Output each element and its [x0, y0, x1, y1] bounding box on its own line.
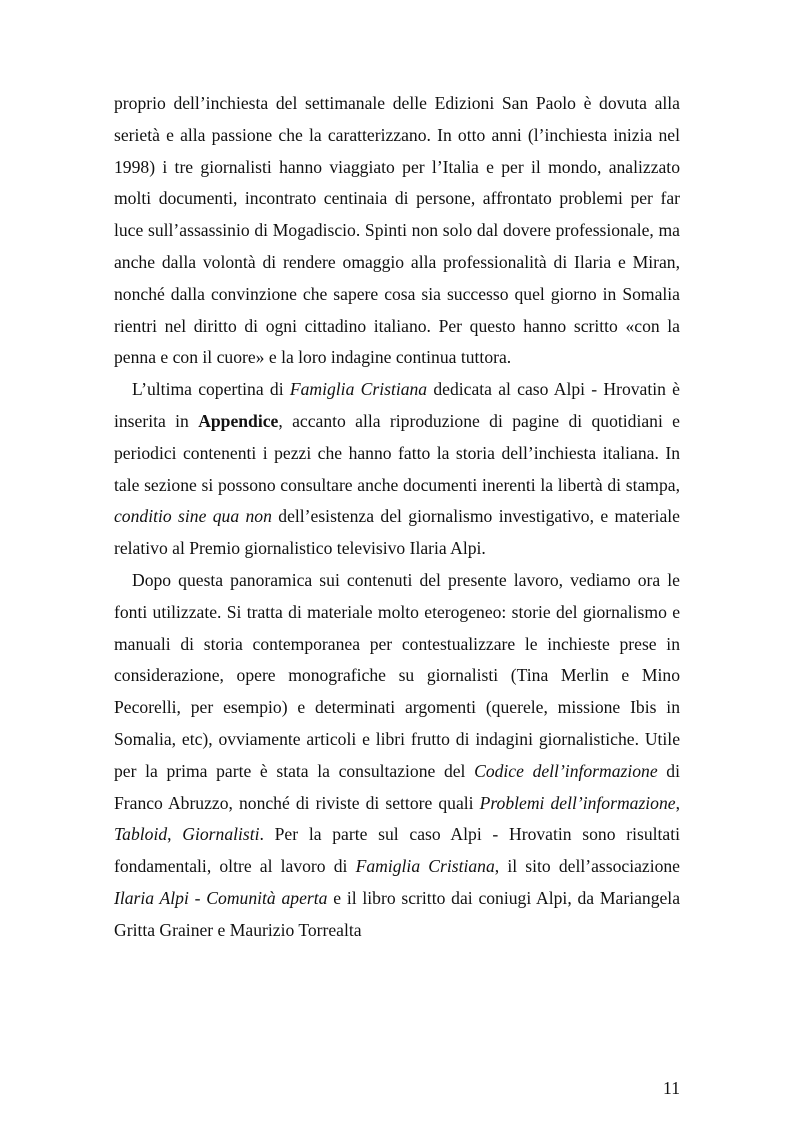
paragraph-2	[114, 374, 680, 565]
paragraph-3-text-6: , il sito dell’associazione	[494, 856, 680, 877]
paragraph-3-text-1: Dopo questa panoramica sui contenuti del presente lavoro, vediamo ora le fonti utilizzate. Si tratta di materiale molto eterogeneo: storie del giornalismo e manuali di storia contemporanea per contestualizzare le inchieste prese in considerazione, opere monografiche su giornalisti (Tina Merlin e Mino Pecorelli, per esempio) e determinati argomenti (querele, missione Ibis in Somalia, etc), ovviamente articoli e libri frutto di indagini giornalistiche. Utile per la prima parte è stata la consultazione del	[114, 569, 680, 781]
paragraph-3-text-2: di Franco Abruzzo, nonché di riviste di settore quali	[114, 760, 680, 813]
italic-problemi-informazione: Problemi dell’informazione	[479, 792, 676, 813]
paragraph-2-text-1: L’ultima copertina di	[132, 379, 290, 400]
paragraph-3-text-4: ,	[167, 824, 183, 845]
paragraph-3-text-7: e il libro scritto dai coniugi Alpi, da Mariangela Gritta Grainer e Maurizio Torrealta	[114, 887, 681, 940]
paragraph-2-text-3: , accanto alla riproduzione di pagine di quotidiani e periodici contenenti i pezzi che hanno fatto la storia dell’inchiesta italiana. In tale sezione si possono consultare anche documenti inerenti la libertà di stampa,	[114, 410, 680, 495]
page-number: 11	[663, 1078, 680, 1098]
paragraph-2-text-2: dedicata al caso Alpi - Hrovatin è inserita in	[114, 379, 680, 431]
italic-tabloid: Tabloid	[114, 824, 168, 845]
document-page	[114, 88, 680, 947]
bold-appendice: Appendice	[198, 410, 279, 431]
italic-giornalisti: Giornalisti	[182, 824, 260, 845]
italic-title-famiglia-cristiana: Famiglia Cristiana	[289, 379, 428, 400]
paragraph-3-text-3: ,	[675, 792, 680, 813]
paragraph-3-text-5: . Per la parte sul caso Alpi - Hrovatin sono risultati fondamentali, oltre al lavoro di	[114, 824, 681, 877]
italic-conditio-sine-qua-non: conditio sine qua non	[114, 506, 272, 527]
paragraph-3	[114, 565, 680, 947]
paragraph-2-text-4: dell’esistenza del giornalismo investigativo, e materiale relativo al Premio giornalistico televisivo Ilaria Alpi.	[114, 506, 680, 559]
italic-famiglia-cristiana-2: Famiglia Cristiana	[355, 856, 495, 877]
italic-ilaria-alpi-comunita-aperta: Ilaria Alpi - Comunità aperta	[114, 887, 328, 908]
italic-codice-informazione: Codice dell’informazione	[474, 760, 658, 781]
paragraph-1: proprio dell’inchiesta del settimanale delle Edizioni San Paolo è dovuta alla serietà e alla passione che la caratterizzano. In otto anni (l’inchiesta inizia nel 1998) i tre giornalisti hanno viaggiato per l’Italia e per il mondo, analizzato molti documenti, incontrato centinaia di persone, affrontato problemi per far luce sull’assassinio di Mogadiscio. Spinti non solo dal dovere professionale, ma anche dalla volontà di rendere omaggio alla professionalità di Ilaria e Miran, nonché dalla convinzione che sapere cosa sia successo quel giorno in Somalia rientri nel diritto di ogni cittadino italiano. Per questo hanno scritto «con la penna e con il cuore» e la loro indagine continua tuttora.	[114, 93, 680, 368]
